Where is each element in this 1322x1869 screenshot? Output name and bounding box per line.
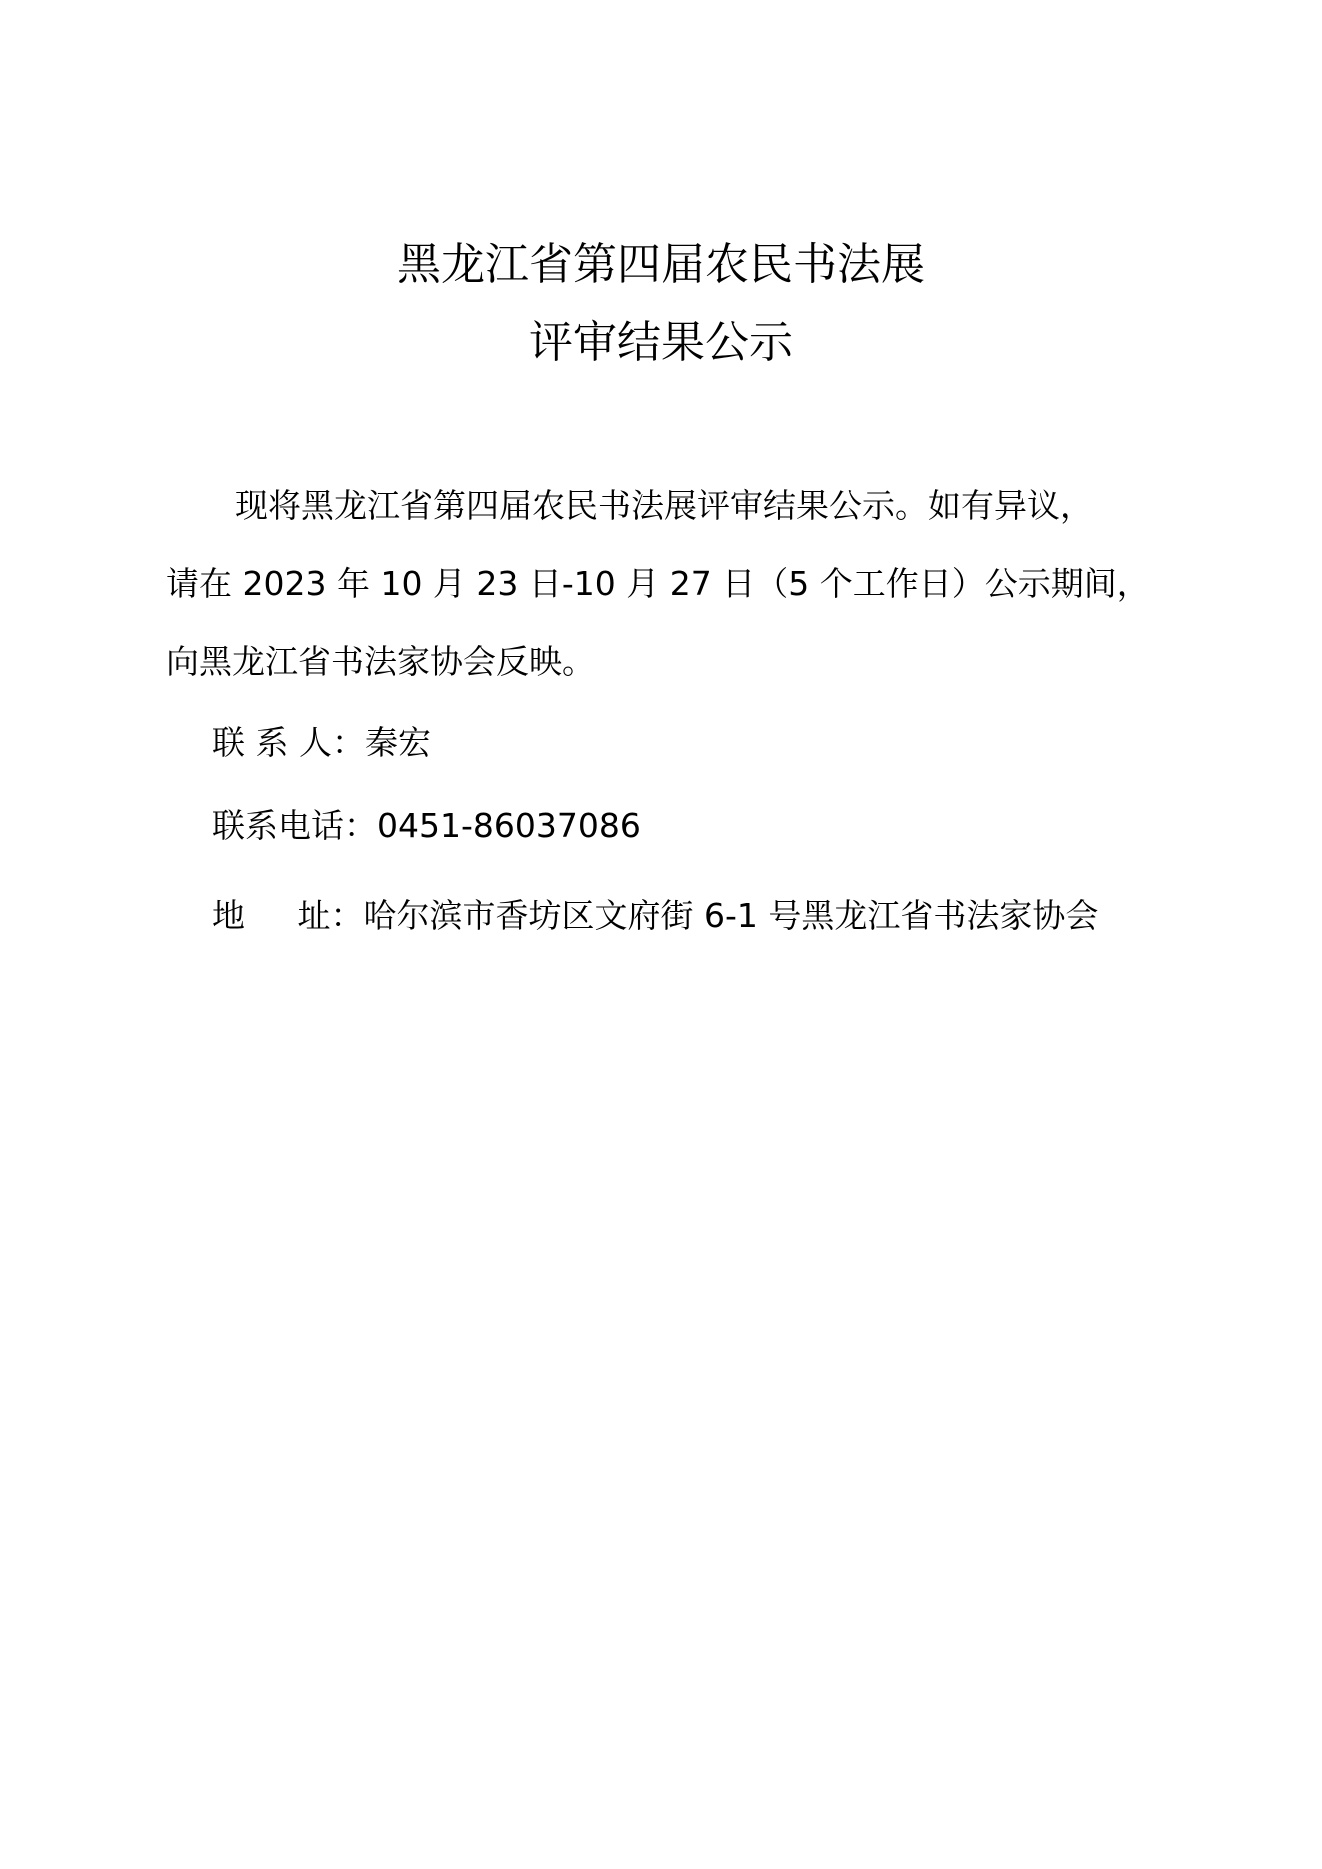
- contact-phone-value: 0451-86037086: [377, 806, 641, 845]
- address-value: 哈尔滨市香坊区文府街 6-1 号黑龙江省书法家协会: [363, 896, 1099, 935]
- body-paragraph-line-2: 请在 2023 年 10 月 23 日-10 月 27 日（5 个工作日）公示期间，: [166, 564, 1150, 603]
- contact-person-value: 秦宏: [364, 723, 431, 762]
- page-title-line-1: 黑龙江省第四届农民书法展: [397, 239, 925, 290]
- contact-person-row: [212, 720, 431, 766]
- body-paragraph-line-1: 现将黑龙江省第四届农民书法展评审结果公示。如有异议，: [235, 486, 1093, 525]
- address-row: [212, 893, 1098, 939]
- contact-phone-row: [212, 803, 641, 849]
- page-title-line-2: 评审结果公示: [529, 317, 793, 368]
- contact-person-label: 联 系 人：: [212, 723, 365, 762]
- contact-phone-label: 联系电话：: [212, 806, 377, 845]
- address-label: 地 址：: [212, 896, 364, 935]
- body-paragraph-line-3: 向黑龙江省书法家协会反映。: [166, 642, 595, 681]
